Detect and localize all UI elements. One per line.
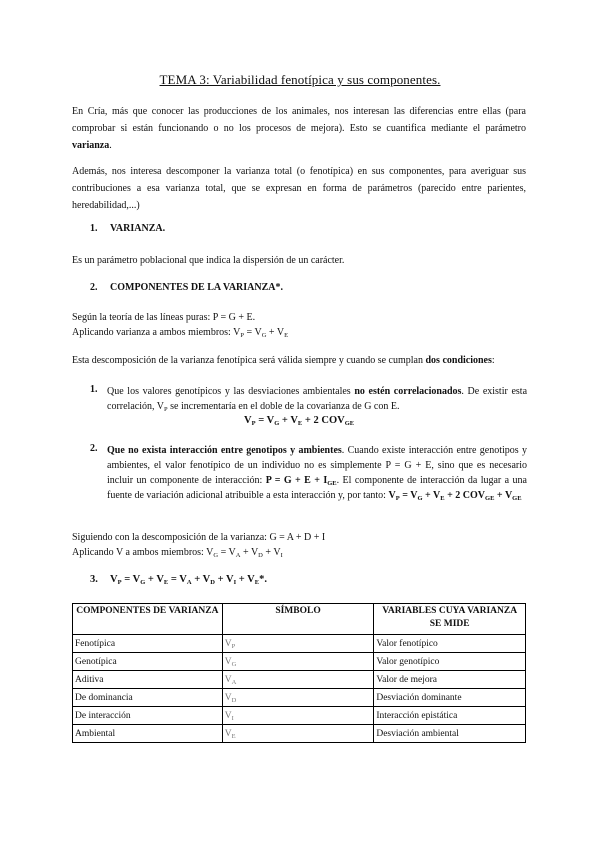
section-1-heading: 1. VARIANZA. — [90, 223, 166, 234]
formula-covariance: $V_P = V_G + V_E + 2$ $COV_{GE}$ — [244, 415, 355, 427]
condition-1-number: 1. — [90, 384, 98, 395]
section-3-formula: 3. $V_P = V_G + V_E = V_A + V_D + V_I + V_E*$. — [90, 574, 267, 586]
table-header-row — [73, 604, 526, 635]
intro-paragraph-1: En Cría, más que conocer las producciones de los animales, nos interesan las diferencias entre ellas (para comprobar si están funcionando o no los procesos de mejora). Esto se cuantifica mediante el parámetro varianza. — [72, 106, 526, 151]
conditions-paragraph: Esta descomposición de la varianza fenotípica será válida siempre y cuando se cumplan dos condiciones: — [72, 355, 495, 366]
table-row: Genotípica $V_G$ Valor genotípico — [73, 653, 526, 671]
apply-variance-text: Aplicando varianza a ambos miembros: $V_P = V_G + V_E$ — [72, 327, 289, 339]
condition-1-text: Que los valores genotípicos y las desviaciones ambientales no estén correlacionados. De existir esta correlación, $V_P$ se incrementaría en el doble de la covarianza de G con E. — [107, 386, 528, 413]
condition-2-text: Que no exista interacción entre genotipos y ambientes. Cuando existe interacción entre genotipos y ambientes, el valor fenotípico de un individuo no es simplemente P = G + E, sino que es necesario incluir un componente de interacción: $P = G + E + I_{GE}$. El componente de interacción da lugar a una fuente de variación adicional atribuible a esta interacción y, por tanto: $V_P = V_G + V_E + 2$ $COV_{GE} + V_{GE}$ — [107, 445, 527, 502]
table-header-component: COMPONENTES DE VARIANZA — [73, 604, 223, 635]
variance-components-table — [72, 603, 526, 743]
section-2-heading: 2. COMPONENTES DE LA VARIANZA*. — [90, 282, 283, 293]
page-title: TEMA 3: Variabilidad fenotípica y sus componentes. — [159, 72, 441, 87]
table-header-symbol: SÍMBOLO — [222, 604, 374, 635]
pure-lines-text: Según la teoría de las líneas puras: P = G + E. — [72, 312, 256, 323]
table-row: Aditiva $V_A$ Valor de mejora — [73, 671, 526, 689]
condition-2-number: 2. — [90, 443, 98, 454]
section-1-text: Es un parámetro poblacional que indica la dispersión de un carácter. — [72, 255, 345, 266]
intro-paragraph-2: Además, nos interesa descomponer la varianza total (o fenotípica) en sus componentes, para averiguar sus contribuciones a esa varianza total, que se expresan en forma de parámetros (parecido entre parientes, heredabilidad,...) — [72, 166, 526, 211]
table-row: De interacción $V_I$ Interacción epistática — [73, 707, 526, 725]
table-row: De dominancia $V_D$ Desviación dominante — [73, 689, 526, 707]
apply-v-text: Aplicando V a ambos miembros: $V_G = V_A + V_D + V_I$ — [72, 547, 283, 559]
table-row: Fenotípica $V_P$ Valor fenotípico — [73, 635, 526, 653]
table-header-variable: VARIABLES CUYA VARIANZA SE MIDE — [374, 604, 526, 635]
decomposition-text: Siguiendo con la descomposición de la varianza: G = A + D + I — [72, 532, 326, 543]
table-row: Ambiental $V_E$ Desviación ambiental — [73, 725, 526, 743]
